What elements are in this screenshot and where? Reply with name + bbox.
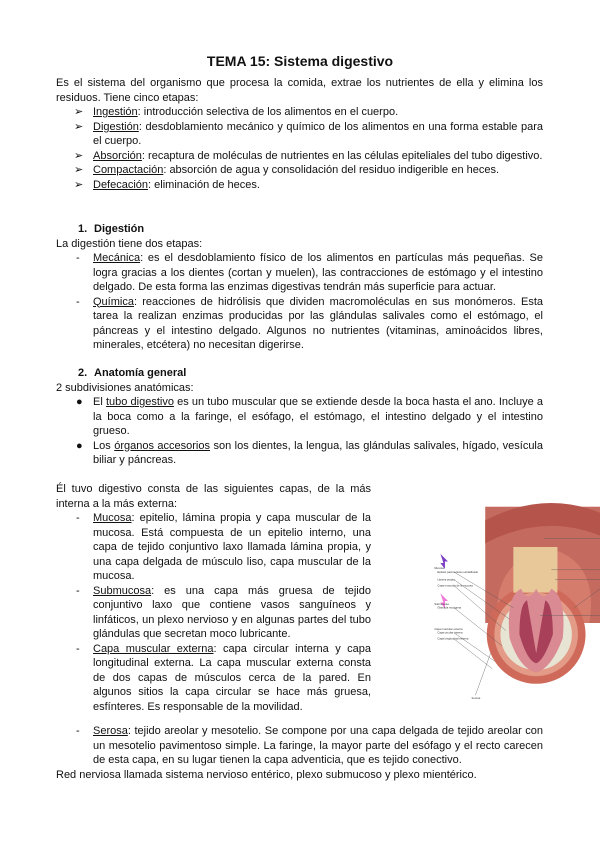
term: Digestión [93,120,139,133]
figure-label: Submucosa [434,602,449,606]
intro-paragraph: Es el sistema del organismo que procesa la comida, extrae los nutrientes de ella y elimina los residuos. Tiene cinco etapas: [56,77,543,104]
list-item [56,724,543,768]
term: Serosa [93,725,128,737]
prefix: Los [93,439,115,452]
definition: : introducción selectiva de los alimentos en el cuerpo. [137,106,399,118]
heading-text: Digestión [94,223,145,235]
section-heading [56,222,543,237]
definition: : eliminación de heces. [148,178,260,191]
dash-bullet: - [76,725,80,737]
list-item [56,149,543,164]
definition: es un tubo muscular que se extiende desde la boca hasta el ano. Incluye a la boca como a la faringe, el esófago, el estómago, el intestino delgado y el intestino grueso. [93,396,543,437]
figure-label: Lámina propia [437,578,455,582]
term: Mucosa [93,512,132,524]
closing-paragraph: Red nerviosa llamada sistema nervioso entérico, plexo submucoso y plexo mientérico. [56,768,477,781]
dot-bullet: ● [76,396,83,408]
term: órganos accesorios [114,439,210,452]
figure-label: Capa muscular externa [434,627,463,631]
section-heading [56,366,543,381]
definition: : epitelio, lámina propia y capa muscular de la mucosa. Está compuesta de un epitelio interno, una capa de tejido conjuntivo laxo llamada lámina propia, y una capa delgada de músculo liso, capa muscular de la mucosa. [93,512,371,582]
section-digestion [56,222,543,353]
dash-bullet: - [76,642,80,655]
intro-section [56,76,543,192]
tube-cross-section-image [430,490,600,710]
digestion-list [56,251,543,353]
dot-bullet: ● [76,439,83,452]
term: Compactación [93,164,164,176]
definition: : es una capa más gruesa de tejido conjuntivo laxo que contiene vasos sanguíneos y linfáticos, un plexo nervioso y en algunas partes del tubo glándulas que secretan moco lubricante. [93,584,371,640]
definition: : capa circular interna y capa longitudinal externa. La capa muscular externa consta de dos capas de músculos cerca de la pared. En algunos sitios la capa circular se hace más gruesa, esfínteres. Es responsable de la movilidad. [93,642,371,713]
layers-list [56,511,371,714]
section-anatomy [56,366,543,468]
layers-intro: Él tuvo digestivo consta de las siguientes capas, de la más interna a la más externa: [56,483,371,510]
arrow-bullet-icon: ➢ [74,120,84,133]
anatomy-list [56,395,543,468]
list-item [56,105,543,120]
definition: : es el desdoblamiento físico de los alimentos en partículas más pequeñas. Se logra gracias a los dientes (cortan y muelen), las contracciones de estómago y el intestino delgado. De esta forma las enzimas digestivas tendrán más superficie para actuar. [93,252,543,293]
figure-label: Capa muscular de la mucosa [437,584,473,588]
list-item [56,295,543,353]
arrow-bullet-icon: ➢ [74,164,84,176]
term: tubo digestivo [105,396,174,408]
list-item [56,120,543,149]
prefix: El [93,396,106,408]
term: Absorción [93,149,142,162]
list-item [56,439,543,468]
term: Defecación [93,178,149,191]
figure-label: Capa circular interna [437,631,463,635]
arrow-bullet-icon: ➢ [74,149,84,162]
figure-label: Glándula mucígena [437,606,462,610]
stages-list [56,105,543,192]
dash-bullet: - [76,512,80,524]
dash-bullet: - [76,584,80,597]
figure-label: Epitelio pavimentoso estratificado [437,570,479,574]
definition: son los dientes, la lengua, las glándulas salivales, hígado, vesícula biliar y páncreas. [93,439,543,466]
section-intro: La digestión tiene dos etapas: [56,237,203,250]
list-item [56,163,543,178]
dash-bullet: - [76,252,80,264]
section-number: 1. [78,223,88,235]
definition: : recaptura de moléculas de nutrientes en las células epiteliales del tubo digestivo. [141,149,543,162]
heading-text: Anatomía general [94,367,187,379]
dash-bullet: - [76,295,80,308]
list-item [56,642,371,715]
layers-section [56,482,371,714]
list-item [56,584,371,642]
term: Química [93,295,134,308]
definition: : tejido areolar y mesotelio. Se compone por una capa delgada de tejido areolar con un mesotelio pavimentoso simple. La faringe, la mayor parte del esófago y el recto carecen de esta capa, en su lugar tienen la capa adventicia, que es tejido conectivo. [93,725,543,766]
digestive-tube-illustration [430,490,600,710]
term: Mecánica [93,252,141,264]
page-title: TEMA 15: Sistema digestivo [206,53,394,69]
section-intro: 2 subdivisiones anatómicas: [56,381,194,394]
list-item [56,395,543,439]
arrow-bullet-icon: ➢ [74,178,84,191]
term: Ingestión [93,106,138,118]
list-item [56,251,543,295]
serosa-section [56,724,543,782]
definition: : desdoblamiento mecánico y químico de los alimentos en una forma estable para el cuerpo. [93,120,543,147]
definition: : reacciones de hidrólisis que dividen macromoléculas en sus monómeros. Esta tarea la realizan enzimas producidas por las glándulas salivales como el estómago, el páncreas y el intestino delgado. Algunos no nutrientes (vitaminas, aminoácidos libres, minerales, etcétera) no necesitan digerirse. [93,295,543,351]
term: Submucosa [93,584,152,597]
definition: : absorción de agua y consolidación del residuo indigerible en heces. [163,164,500,176]
arrow-bullet-icon: ➢ [74,106,84,118]
figure-label: Serosa [471,696,481,700]
term: Capa muscular externa [93,642,214,655]
section-number: 2. [78,367,88,379]
layers-list-cont [56,724,543,768]
figure-label: Mucosa [434,566,444,570]
list-item [56,178,543,193]
figure-label: Capa longitudinal externa [437,637,469,641]
list-item [56,511,371,584]
